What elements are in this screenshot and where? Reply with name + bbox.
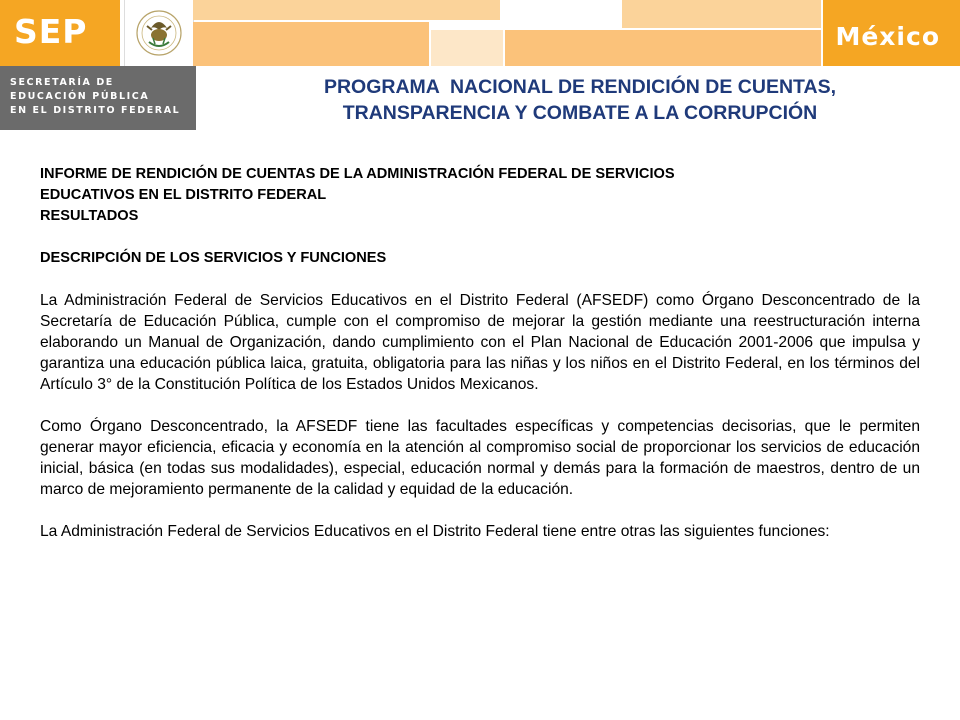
emblem-box bbox=[124, 0, 194, 66]
section-heading: DESCRIPCIÓN DE LOS SERVICIOS Y FUNCIONES bbox=[40, 250, 387, 266]
banner-segment bbox=[193, 22, 429, 66]
report-content bbox=[40, 164, 920, 542]
secretaria-line: EDUCACIÓN PÚBLICA bbox=[10, 91, 150, 102]
banner-segment bbox=[193, 0, 500, 20]
secretaria-line: EN EL DISTRITO FEDERAL bbox=[10, 105, 181, 116]
sep-logo: SEP bbox=[14, 12, 88, 51]
program-title-line: PROGRAMA NACIONAL DE RENDICIÓN DE CUENTAS, bbox=[323, 76, 837, 98]
report-title-line: INFORME DE RENDICIÓN DE CUENTAS DE LA ADMINISTRACIÓN FEDERAL DE SERVICIOS bbox=[40, 166, 675, 182]
header-banner bbox=[0, 0, 960, 66]
secretaria-line: SECRETARÍA DE bbox=[10, 77, 114, 88]
paragraph: La Administración Federal de Servicios Educativos en el Distrito Federal (AFSEDF) como Órgano Desconcentrado de la Secretaría de Educación Pública, cumple con el compromiso de mejorar la gestión mediante una reestructuración interna elaborando un Manual de Organización, dando cumplimiento con el Plan Nacional de Educación 2001-2006 que impulsa y garantiza una educación pública laica, gratuita, obligatoria para las niñas y los niños en el Distrito Federal, en los términos del Artículo 3° de la Constitución Política de los Estados Unidos Mexicanos. bbox=[40, 292, 920, 393]
paragraph: La Administración Federal de Servicios Educativos en el Distrito Federal tiene entre otras las siguientes funciones: bbox=[40, 523, 830, 540]
report-subtitle: RESULTADOS bbox=[40, 208, 139, 224]
sep-logo-block bbox=[0, 0, 120, 66]
banner-segment bbox=[622, 0, 821, 28]
banner-segment bbox=[431, 30, 503, 66]
banner-segment bbox=[500, 0, 622, 28]
program-title bbox=[210, 74, 950, 126]
secretaria-label-box bbox=[0, 66, 196, 130]
mexican-coat-of-arms-icon bbox=[135, 6, 183, 60]
program-title-line: TRANSPARENCIA Y COMBATE A LA CORRUPCIÓN bbox=[342, 102, 818, 124]
banner-segment bbox=[505, 30, 821, 66]
paragraph: Como Órgano Desconcentrado, la AFSEDF tiene las facultades específicas y competencias decisorias, que le permiten generar mayor eficiencia, eficacia y economía en la atención al compromiso social de proporcionar los servicios de educación inicial, básica (en todas sus modalidades), especial, educación normal y demás para la formación de maestros, dentro de un marco de mejoramiento permanente de la calidad y equidad de la educación. bbox=[40, 418, 920, 498]
report-title-line: EDUCATIVOS EN EL DISTRITO FEDERAL bbox=[40, 187, 327, 203]
mexico-logo: México bbox=[835, 22, 940, 51]
mexico-logo-block bbox=[823, 0, 960, 66]
